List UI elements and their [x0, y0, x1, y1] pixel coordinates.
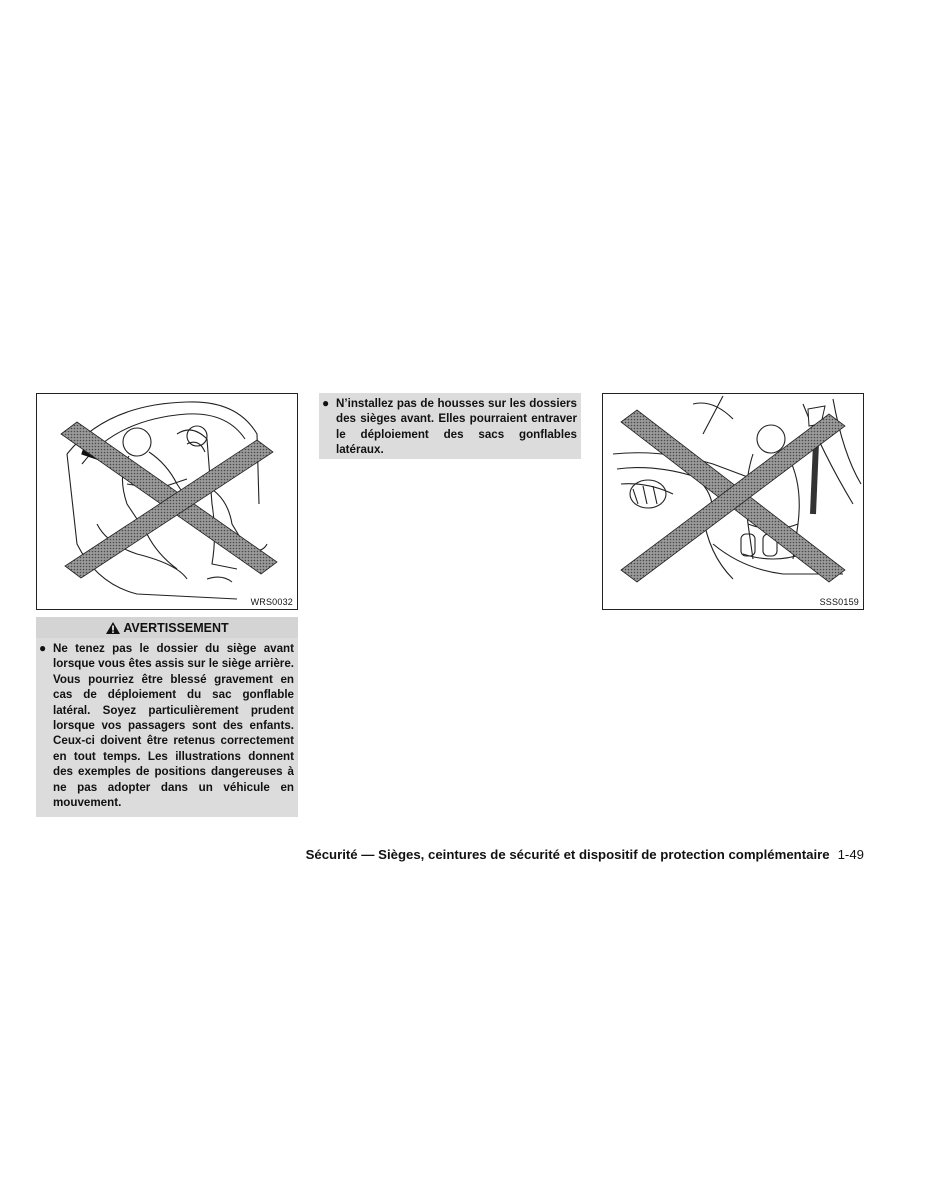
figure-code: WRS0032: [250, 597, 293, 607]
page-footer: [150, 847, 864, 862]
warning-triangle-icon: [105, 621, 121, 635]
prohibition-cross: [61, 422, 277, 578]
footer-section-title: Sécurité — Sièges, ceintures de sécurité et dispositif de protection complémentaire: [305, 847, 830, 862]
illustration-rear-passenger-leaning: [36, 393, 298, 610]
bullet-dot: ●: [39, 641, 47, 655]
warning-text: Ne tenez pas le dossier du siège avant lorsque vous êtes assis sur le siège arrière. Vous pourriez être blessé gravement en cas de déploiement du sac gonflable latéral. Soyez particulièrement prudent lorsque vos passagers sont des enfants. Ceux-ci doivent être retenus correctement en tout temps. Les illustrations donnent des exemples de positions dangereuses à ne pas adopter dans un véhicule en mouvement.: [53, 642, 294, 810]
seat-cover-note: [319, 393, 581, 459]
illustration-seat-cover: [602, 393, 864, 610]
list-item: [319, 393, 581, 458]
list-item: [36, 638, 298, 810]
page-number: 1-49: [837, 847, 864, 862]
rear-passenger-drawing: [37, 394, 297, 609]
figure-code: SSS0159: [819, 597, 859, 607]
warning-header: [36, 617, 298, 638]
bullet-dot: ●: [322, 396, 330, 410]
note-text: N’installez pas de housses sur les dossiers des sièges avant. Elles pourraient entraver le déploiement des sacs gonflables latéraux.: [336, 397, 577, 457]
warning-body: [36, 638, 298, 817]
front-seat-drawing: [603, 394, 863, 609]
warning-title: AVERTISSEMENT: [123, 620, 229, 635]
